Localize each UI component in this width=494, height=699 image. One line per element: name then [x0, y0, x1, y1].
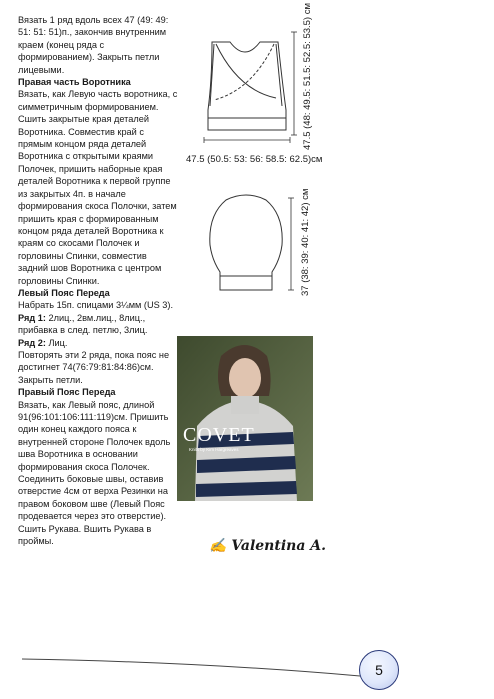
- page-number-badge: [359, 650, 399, 690]
- paragraph: Вязать, как Левую часть воротника, с симметричным формированием. Сшить закрытые края деталей Воротника. Совместив край с прямым концом ряда деталей Воротника с открытыми краями Полочек, пришить наборные края деталей Воротника к первой группе из закрытых 4п. в начале формирования скоса Полочки, затем пришить края с формированным концом ряда деталей Воротника к краям со скосами Полочек и горловины Спинки, совместив задний шов Воротника с центром горловины Спинки.: [18, 89, 178, 286]
- height-measurement-label: 47.5 (48: 49.5: 51.5: 52.5: 53.5) см: [302, 2, 313, 150]
- pen-icon: ✍: [209, 538, 227, 554]
- brand-subtitle: Knits by Kim Hargreaves: [189, 447, 239, 452]
- page-number: 5: [375, 662, 383, 678]
- row-text: Лиц.: [45, 337, 68, 348]
- paragraph: Набрать 15п. спицами 3¼мм (US 3).: [18, 300, 173, 311]
- width-measurement-label: 47.5 (50.5: 53: 56: 58.5: 62.5)см: [186, 154, 323, 165]
- paragraph: Повторять эти 2 ряда, пока пояс не достигнет 74(76:79:81:84:86)см. Закрыть петли.: [18, 349, 170, 385]
- brand-logo: COVET: [183, 424, 255, 446]
- section-heading-left-belt: Левый Пояс Переда: [18, 287, 110, 298]
- signature-text: Valentina A.: [231, 538, 327, 554]
- section-heading-right-belt: Правый Пояс Переда: [18, 387, 116, 398]
- row-text: 2лиц., 2вм.лиц., 8лиц., прибавка в след. петлю, 3лиц.: [18, 312, 148, 336]
- row-label: Ряд 2:: [18, 337, 46, 348]
- row-label: Ряд 1:: [18, 312, 46, 323]
- section-heading-right-collar: Правая часть Воротника: [18, 77, 131, 88]
- paragraph: Вязать, как Левый пояс, длиной 91(96:101:106:111:119)см. Пришить один конец каждого пояса к внутренней стороне Полочек вдоль шва Воротника в основании формирования скоса Полочек. Соединить боковые швы, оставив отверстие 4см от верха Резинки на правом боковом шве (Левый Пояс продевается через это отверстие). Сшить Рукава. Вшить Рукава в проймы.: [18, 399, 171, 547]
- paragraph: Вязать 1 ряд вдоль всех 47 (49: 49: 51: 51: 51)п., закончив внутренним краем (конец ряда с формированием). Закрыть петли лицевыми.: [18, 15, 169, 75]
- sleeve-length-label: 37 (38: 39: 40: 41: 42) см: [300, 188, 311, 296]
